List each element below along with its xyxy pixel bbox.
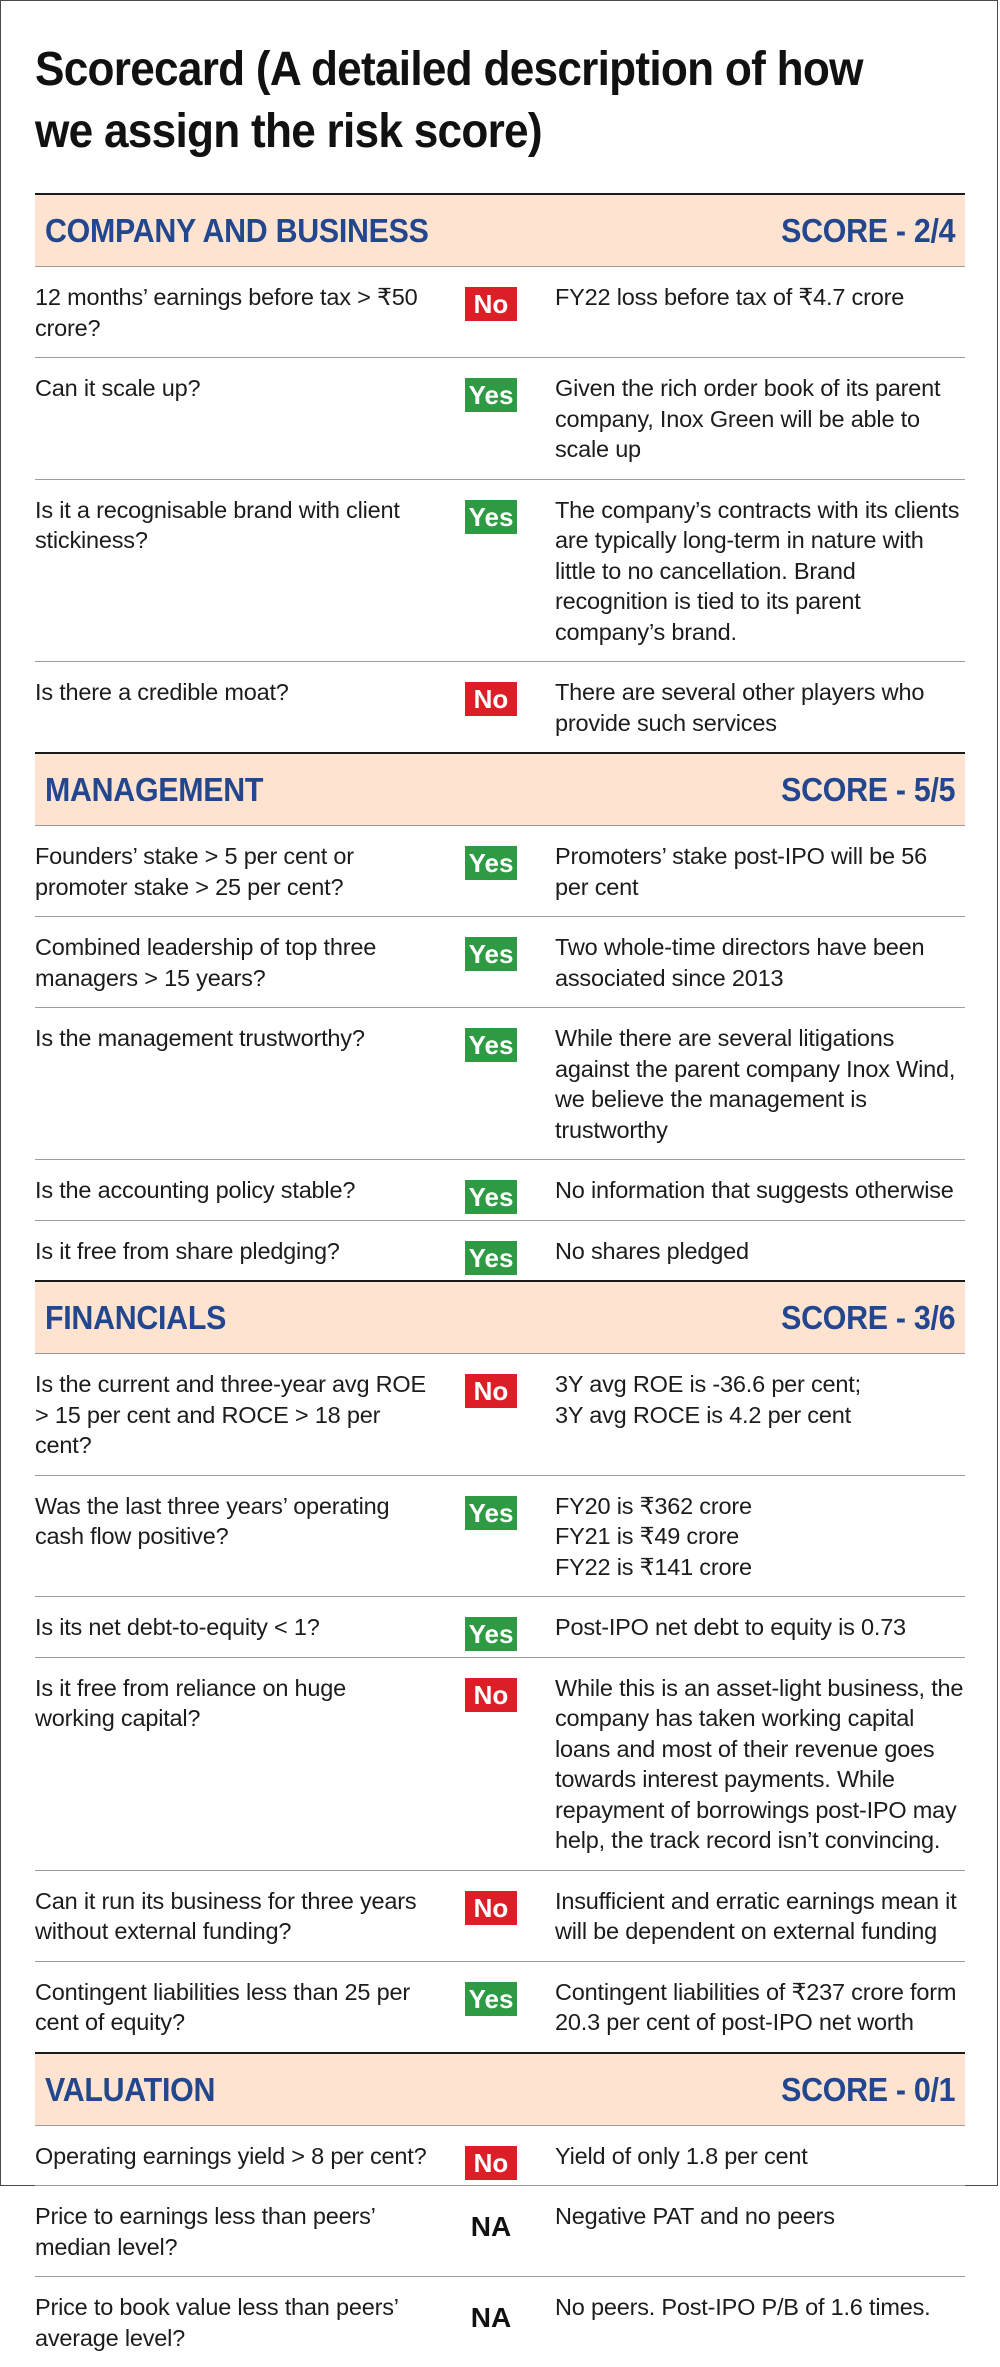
answer-cell xyxy=(435,1221,555,1281)
criterion-question: Is the accounting policy stable? xyxy=(35,1177,356,1203)
answer-badge: Yes xyxy=(465,1496,517,1530)
answer-badge: Yes xyxy=(465,1982,517,2016)
criterion-comment: Negative PAT and no peers xyxy=(555,2203,835,2229)
table-row xyxy=(35,2186,965,2277)
criterion-comment: No information that suggests otherwise xyxy=(555,1177,954,1203)
criterion-comment: FY20 is ₹362 crore FY21 is ₹49 crore FY22 is ₹141 crore xyxy=(555,1492,752,1580)
answer-cell xyxy=(435,1476,555,1597)
criterion-comment: Promoters’ stake post-IPO will be 56 per cent xyxy=(555,843,927,900)
answer-cell xyxy=(435,267,555,357)
answer-badge: Yes xyxy=(465,1028,517,1062)
answer-badge: Yes xyxy=(465,500,517,534)
table-row xyxy=(35,1871,965,1962)
criterion-comment: No peers. Post-IPO P/B of 1.6 times. xyxy=(555,2294,931,2320)
criterion-question: Is it free from reliance on huge working capital? xyxy=(35,1674,347,1731)
criterion-question: Operating earnings yield > 8 per cent? xyxy=(35,2142,427,2169)
criterion-question: Founders’ stake > 5 per cent or promoter stake > 25 per cent? xyxy=(35,843,354,900)
answer-badge: No xyxy=(465,682,517,716)
answer-cell xyxy=(435,358,555,479)
criterion-comment: Two whole-time directors have been associated since 2013 xyxy=(555,934,925,991)
criterion-question: Can it scale up? xyxy=(35,375,201,401)
table-row xyxy=(35,2277,965,2367)
answer-badge: No xyxy=(465,1678,517,1712)
section-title: FINANCIALS xyxy=(45,1299,227,1336)
criterion-comment: While this is an asset-light business, the company has taken working capital loans and most of their revenue goes towards interest payments. While repayment of borrowings post-IPO may help, the track record isn’t convincing. xyxy=(555,1674,964,1853)
table-row xyxy=(35,1658,965,1871)
answer-badge: No xyxy=(465,2146,517,2180)
sections xyxy=(35,193,965,2367)
criterion-question: Is the management trustworthy? xyxy=(35,1025,365,1051)
answer-cell xyxy=(435,1962,555,2052)
answer-badge: No xyxy=(465,287,517,321)
answer-cell xyxy=(435,2277,555,2367)
criterion-comment: No shares pledged xyxy=(555,1237,749,1264)
table-row xyxy=(35,358,965,480)
section-score: SCORE - 0/1 xyxy=(780,2070,955,2108)
answer-cell xyxy=(435,1658,555,1870)
criterion-comment: While there are several litigations against the parent company Inox Wind, we believe the management is trustworthy xyxy=(555,1025,956,1143)
answer-cell xyxy=(435,1871,555,1961)
criterion-question: Is the current and three-year avg ROE > 15 per cent and ROCE > 18 per cent? xyxy=(35,1371,426,1458)
answer-cell xyxy=(435,1008,555,1159)
section-header xyxy=(35,2052,965,2126)
section-score: SCORE - 2/4 xyxy=(780,212,955,249)
criterion-comment: Post-IPO net debt to equity is 0.73 xyxy=(555,1614,906,1640)
criterion-question: Is there a credible moat? xyxy=(35,679,289,705)
table-row xyxy=(35,1160,965,1221)
table-row xyxy=(35,1354,965,1476)
criterion-question: Was the last three years’ operating cash flow positive? xyxy=(35,1492,390,1549)
table-row xyxy=(35,826,965,917)
table-row xyxy=(35,480,965,663)
table-row xyxy=(35,1221,965,1281)
criterion-question: Price to book value less than peers’ average level? xyxy=(35,2294,398,2351)
criterion-question: 12 months’ earnings before tax > ₹50 crore? xyxy=(35,284,418,341)
answer-cell xyxy=(435,826,555,916)
criterion-comment: FY22 loss before tax of ₹4.7 crore xyxy=(555,284,905,310)
criterion-question: Price to earnings less than peers’ median level? xyxy=(35,2203,375,2260)
section-header xyxy=(35,193,965,267)
table-row xyxy=(35,1476,965,1598)
section-title: COMPANY AND BUSINESS xyxy=(45,212,429,249)
table-row xyxy=(35,267,965,358)
table-row xyxy=(35,1962,965,2052)
answer-badge: NA xyxy=(470,2211,512,2242)
answer-badge: No xyxy=(465,1374,517,1408)
answer-cell xyxy=(435,2126,555,2186)
answer-cell xyxy=(435,480,555,662)
answer-badge: Yes xyxy=(465,937,517,971)
section-header xyxy=(35,1280,965,1354)
answer-cell xyxy=(435,917,555,1007)
criterion-question: Is it a recognisable brand with client stickiness? xyxy=(35,496,400,553)
criterion-question: Combined leadership of top three managers > 15 years? xyxy=(35,934,377,991)
answer-cell xyxy=(435,1160,555,1220)
answer-badge: Yes xyxy=(465,1180,517,1214)
criterion-comment: Insufficient and erratic earnings mean it will be dependent on external funding xyxy=(555,1887,957,1944)
section-score: SCORE - 3/6 xyxy=(780,1299,955,1336)
table-row xyxy=(35,917,965,1008)
criterion-question: Contingent liabilities less than 25 per cent of equity? xyxy=(35,1978,410,2035)
answer-badge: NA xyxy=(470,2302,512,2333)
criterion-question: Is it free from share pledging? xyxy=(35,1237,340,1264)
table-row xyxy=(35,2126,965,2187)
page-title: Scorecard (A detailed description of how we assign the risk score) xyxy=(35,43,863,158)
answer-badge: Yes xyxy=(465,378,517,412)
table-row xyxy=(35,662,965,752)
criterion-comment: Yield of only 1.8 per cent xyxy=(555,2142,808,2169)
answer-badge: Yes xyxy=(465,1617,517,1651)
answer-badge: Yes xyxy=(465,1241,517,1275)
criterion-comment: 3Y avg ROE is -36.6 per cent; 3Y avg ROCE is 4.2 per cent xyxy=(555,1371,861,1428)
answer-cell xyxy=(435,1354,555,1475)
criterion-comment: The company’s contracts with its clients are typically long-term in nature with little to no cancellation. Brand recognition is tied to its parent company’s brand. xyxy=(555,496,960,645)
answer-cell xyxy=(435,1597,555,1657)
section-title: VALUATION xyxy=(45,2070,216,2108)
section-score: SCORE - 5/5 xyxy=(780,771,955,808)
answer-badge: No xyxy=(465,1891,517,1925)
section-title: MANAGEMENT xyxy=(45,771,264,808)
criterion-comment: Contingent liabilities of ₹237 crore form 20.3 per cent of post-IPO net worth xyxy=(555,1978,957,2035)
criterion-question: Can it run its business for three years without external funding? xyxy=(35,1887,417,1944)
section-header xyxy=(35,752,965,826)
table-row xyxy=(35,1597,965,1658)
answer-cell xyxy=(435,2186,555,2276)
table-row xyxy=(35,1008,965,1160)
answer-cell xyxy=(435,662,555,752)
answer-badge: Yes xyxy=(465,846,517,880)
criterion-question: Is its net debt-to-equity < 1? xyxy=(35,1614,320,1640)
criterion-comment: There are several other players who provide such services xyxy=(555,679,925,736)
criterion-comment: Given the rich order book of its parent company, Inox Green will be able to scale up xyxy=(555,375,941,462)
